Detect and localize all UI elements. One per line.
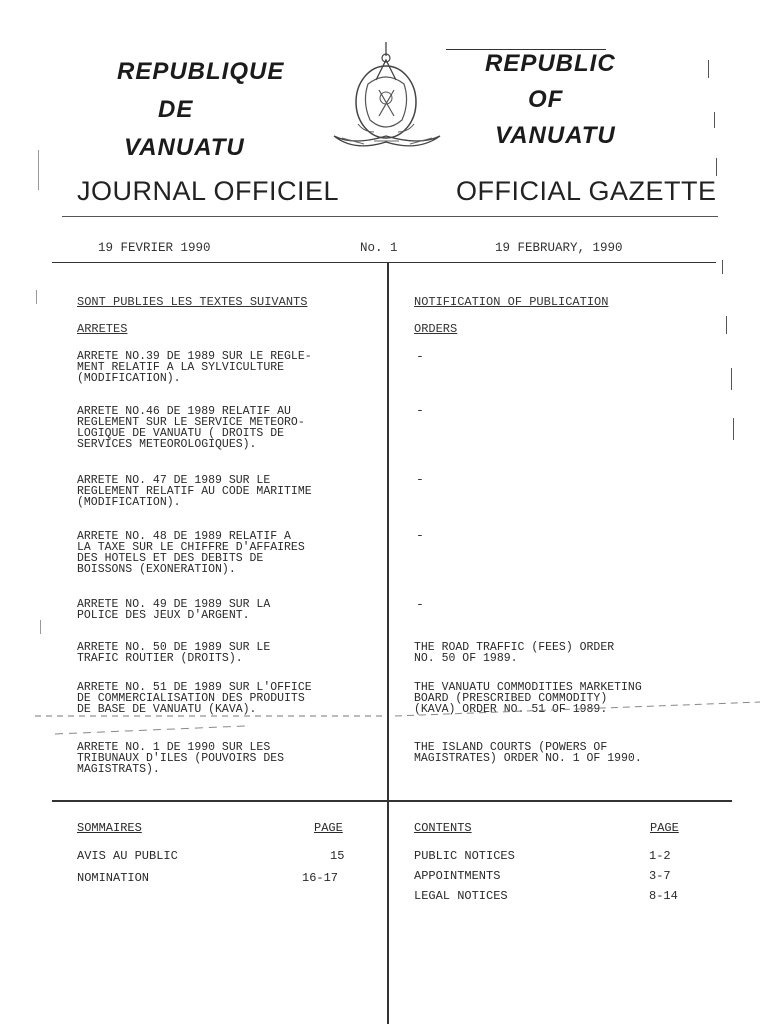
- toc-en-item-page: 8-14: [649, 889, 678, 903]
- header-en-line2: OF: [528, 86, 564, 113]
- scan-mark: [38, 150, 39, 190]
- scan-mark: [714, 112, 715, 128]
- toc-fr-item-label: AVIS AU PUBLIC: [77, 849, 178, 863]
- left-heading-arretes: ARRETES: [77, 322, 128, 336]
- column-divider: [387, 262, 389, 1024]
- right-entry-island-courts: THE ISLAND COURTS (POWERS OF MAGISTRATES) ORDER NO. 1 OF 1990.: [414, 741, 642, 765]
- scan-mark: [716, 158, 717, 176]
- header-top-rule: [446, 49, 606, 50]
- toc-en-item-label: PUBLIC NOTICES: [414, 849, 515, 863]
- right-heading-orders: ORDERS: [414, 322, 458, 336]
- right-heading-notification: NOTIFICATION OF PUBLICATION: [414, 295, 609, 309]
- toc-en-item-label: LEGAL NOTICES: [414, 889, 508, 903]
- left-entry-7: ARRETE NO. 51 DE 1989 SUR L'OFFICE DE COMMERCIALISATION DES PRODUITS DE BASE DE VANUATU (KAVA).: [77, 681, 312, 716]
- right-dash-3: -: [416, 472, 424, 487]
- scan-mark: [708, 60, 709, 78]
- scan-mark: [731, 368, 732, 390]
- scan-mark: [722, 260, 723, 274]
- title-rule: [62, 216, 718, 217]
- left-entry-4: ARRETE NO. 48 DE 1989 RELATIF A LA TAXE SUR LE CHIFFRE D'AFFAIRES DES HOTELS ET DES DEBITS DE BOISSONS (EXONERATION).: [77, 530, 305, 576]
- header-en-line3: VANUATU: [495, 122, 616, 149]
- right-dash-4: -: [416, 528, 424, 543]
- toc-en-heading: CONTENTS: [414, 821, 472, 835]
- gazette-title-en: OFFICIAL GAZETTE: [456, 176, 717, 206]
- scan-mark: [733, 418, 734, 440]
- toc-fr-heading: SOMMAIRES: [77, 821, 142, 835]
- issue-date-en: 19 FEBRUARY, 1990: [495, 241, 623, 255]
- left-entry-1: ARRETE NO.39 DE 1989 SUR LE REGLE- MENT RELATIF A LA SYLVICULTURE (MODIFICATION).: [77, 350, 312, 385]
- vanuatu-coat-of-arms-icon: [324, 40, 449, 160]
- left-entry-2: ARRETE NO.46 DE 1989 RELATIF AU REGLEMENT SUR LE SERVICE METEORO- LOGIQUE DE VANUATU ( DROITS DE SERVICES METEOROLOGIQUES).: [77, 405, 305, 451]
- left-entry-3: ARRETE NO. 47 DE 1989 SUR LE REGLEMENT RELATIF AU CODE MARITIME (MODIFICATION).: [77, 474, 312, 509]
- left-entry-5: ARRETE NO. 49 DE 1989 SUR LA POLICE DES JEUX D'ARGENT.: [77, 598, 271, 622]
- right-dash-5: -: [416, 597, 424, 612]
- header-en-line1: REPUBLIC: [485, 50, 616, 77]
- right-entry-road-traffic: THE ROAD TRAFFIC (FEES) ORDER NO. 50 OF 1989.: [414, 641, 615, 665]
- scan-mark: [40, 620, 41, 634]
- toc-en-page-heading: PAGE: [650, 821, 679, 835]
- header-fr-line3: VANUATU: [124, 134, 245, 161]
- left-heading-published: SONT PUBLIES LES TEXTES SUIVANTS: [77, 295, 308, 309]
- left-entry-8: ARRETE NO. 1 DE 1990 SUR LES TRIBUNAUX D'ILES (POUVOIRS DES MAGISTRATS).: [77, 741, 285, 776]
- toc-fr-item-label: NOMINATION: [77, 871, 150, 885]
- right-dash-2: -: [416, 403, 424, 418]
- scribble-dashes: [35, 700, 765, 740]
- toc-en-item-page: 1-2: [649, 849, 671, 863]
- toc-en-item-label: APPOINTMENTS: [414, 869, 501, 883]
- toc-fr-item-page: 16-17: [302, 871, 339, 885]
- contents-rule: [52, 800, 732, 802]
- right-dash-1: -: [416, 349, 424, 364]
- toc-fr-item-page: 15: [330, 849, 345, 863]
- dateline-rule: [52, 262, 716, 263]
- header-fr-line2: DE: [158, 96, 194, 123]
- header-fr-line1: REPUBLIQUE: [117, 58, 285, 85]
- scan-mark: [36, 290, 37, 304]
- scan-mark: [726, 316, 727, 334]
- issue-date-fr: 19 FEVRIER 1990: [98, 241, 211, 255]
- toc-fr-page-heading: PAGE: [314, 821, 343, 835]
- left-entry-6: ARRETE NO. 50 DE 1989 SUR LE TRAFIC ROUTIER (DROITS).: [77, 641, 271, 665]
- journal-title-fr: JOURNAL OFFICIEL: [77, 176, 340, 206]
- toc-en-item-page: 3-7: [649, 869, 671, 883]
- issue-number: No. 1: [360, 241, 398, 255]
- right-entry-commodities: THE VANUATU COMMODITIES MARKETING BOARD (PRESCRIBED COMMODITY) (KAVA) ORDER NO. 51 OF 1989.: [414, 681, 642, 716]
